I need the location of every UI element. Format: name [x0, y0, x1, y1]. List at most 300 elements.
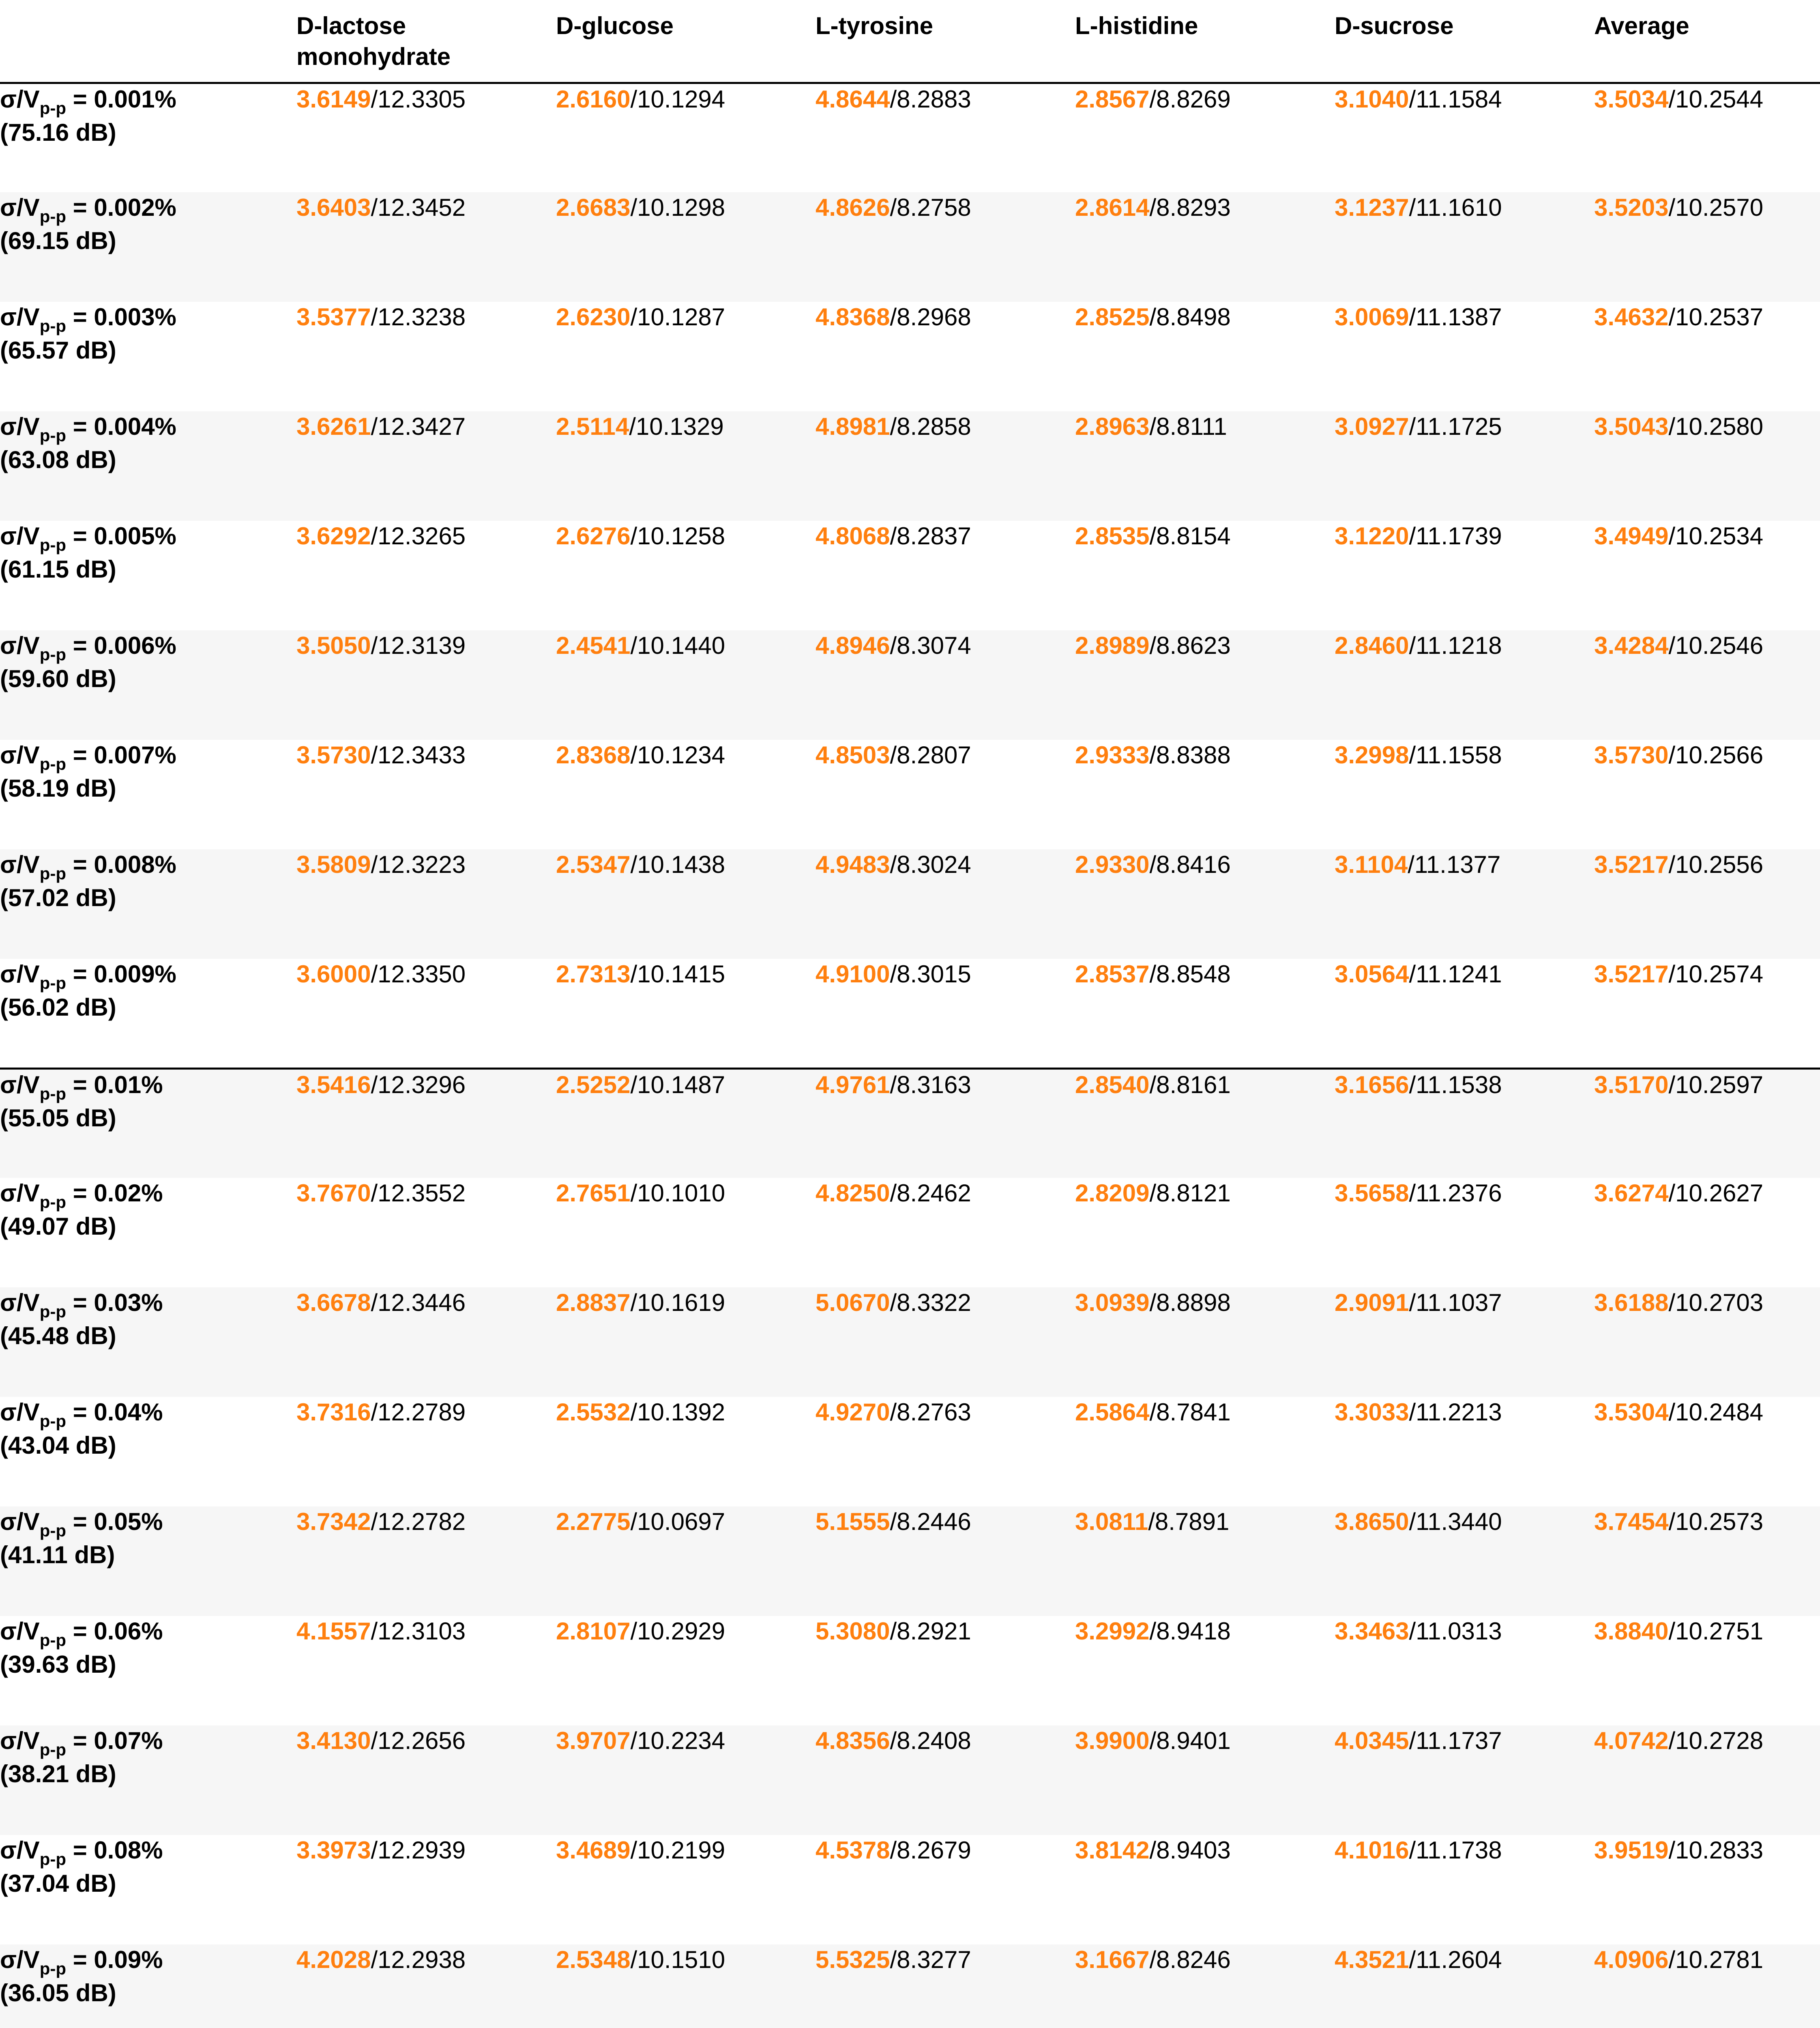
reference-value: /8.7891: [1148, 1508, 1230, 1535]
highlight-value: 2.8963: [1075, 413, 1150, 440]
table-row: [0, 959, 1820, 1068]
reference-value: /8.2446: [890, 1508, 971, 1535]
value-cell: [1335, 740, 1594, 849]
highlight-value: 2.8460: [1335, 632, 1409, 659]
highlight-value: 3.0811: [1075, 1508, 1148, 1535]
row-label-ratio: [0, 1399, 163, 1431]
reference-value: /8.8246: [1149, 1946, 1231, 1973]
highlight-value: 2.5114: [556, 413, 629, 440]
value-cell: [1335, 302, 1594, 411]
label-prefix: σ/V: [0, 1399, 40, 1426]
row-label-db: (55.05 dB): [0, 1104, 116, 1132]
reference-value: /8.2921: [890, 1618, 971, 1645]
highlight-value: 3.6292: [296, 522, 371, 550]
label-prefix: σ/V: [0, 1946, 40, 1973]
highlight-value: 2.5347: [556, 851, 631, 878]
highlight-value: 3.8650: [1335, 1508, 1409, 1535]
value-cell: [816, 1835, 1075, 1944]
reference-value: /11.2604: [1409, 1946, 1502, 1973]
table-row: [0, 1725, 1820, 1835]
row-label: [0, 1397, 296, 1506]
value-cell: [1594, 1616, 1820, 1725]
row-label: [0, 1835, 296, 1944]
row-label-ratio: [0, 1071, 163, 1103]
label-prefix: σ/V: [0, 303, 40, 331]
row-label-ratio: [0, 1946, 163, 1978]
highlight-value: 3.7342: [296, 1508, 371, 1535]
highlight-value: 4.9100: [816, 960, 890, 988]
value-cell: [1335, 1506, 1594, 1616]
row-label: [0, 302, 296, 411]
highlight-value: 4.5378: [816, 1837, 890, 1864]
reference-value: /10.1010: [630, 1179, 725, 1207]
reference-value: /8.9418: [1149, 1618, 1231, 1645]
reference-value: /10.2484: [1668, 1399, 1764, 1426]
highlight-value: 3.5043: [1594, 413, 1669, 440]
value-cell: [1075, 1178, 1335, 1287]
highlight-value: 2.8368: [556, 741, 631, 769]
value-cell: [1075, 959, 1335, 1068]
reference-value: /11.1377: [1408, 851, 1501, 878]
row-label-db: (37.04 dB): [0, 1870, 116, 1897]
table-row: [0, 1287, 1820, 1397]
label-percent: = 0.08%: [66, 1837, 163, 1864]
label-percent: = 0.008%: [66, 851, 176, 878]
highlight-value: 3.7670: [296, 1179, 371, 1207]
reference-value: /8.2858: [890, 413, 971, 440]
reference-value: /10.0697: [630, 1508, 725, 1535]
value-cell: [1594, 1835, 1820, 1944]
label-prefix: σ/V: [0, 1071, 40, 1098]
reference-value: /10.2544: [1668, 85, 1764, 113]
highlight-value: 3.4689: [556, 1837, 631, 1864]
highlight-value: 3.2998: [1335, 741, 1409, 769]
row-label: [0, 1068, 296, 1178]
reference-value: /10.2728: [1668, 1727, 1764, 1754]
highlight-value: 3.0939: [1075, 1289, 1150, 1316]
reference-value: /8.8623: [1149, 632, 1231, 659]
value-cell: [1594, 849, 1820, 959]
reference-value: /10.1234: [630, 741, 725, 769]
highlight-value: 3.7454: [1594, 1508, 1669, 1535]
value-cell: [1075, 1835, 1335, 1944]
row-label-ratio: [0, 1837, 163, 1869]
value-cell: [296, 1506, 556, 1616]
reference-value: /12.3452: [371, 194, 466, 221]
label-subscript: p-p: [39, 645, 67, 664]
value-cell: [296, 1287, 556, 1397]
table-row: [0, 302, 1820, 411]
label-subscript: p-p: [39, 535, 67, 554]
reference-value: /8.2883: [890, 85, 971, 113]
label-percent: = 0.002%: [66, 194, 176, 221]
highlight-value: 3.5730: [296, 741, 371, 769]
reference-value: /11.1737: [1409, 1727, 1502, 1754]
highlight-value: 3.9519: [1594, 1837, 1669, 1864]
value-cell: [1335, 1616, 1594, 1725]
row-label-db: (43.04 dB): [0, 1432, 116, 1459]
highlight-value: 3.4632: [1594, 303, 1669, 331]
highlight-value: 3.4284: [1594, 632, 1669, 659]
reference-value: /8.8161: [1149, 1071, 1231, 1098]
reference-value: /10.2703: [1668, 1289, 1764, 1316]
highlight-value: 4.0345: [1335, 1727, 1409, 1754]
highlight-value: 3.5217: [1594, 960, 1669, 988]
reference-value: /10.1415: [630, 960, 725, 988]
reference-value: /11.1241: [1409, 960, 1502, 988]
highlight-value: 3.1040: [1335, 85, 1409, 113]
highlight-value: 5.5325: [816, 1946, 890, 1973]
highlight-value: 3.0927: [1335, 413, 1409, 440]
value-cell: [1335, 1835, 1594, 1944]
label-prefix: σ/V: [0, 522, 40, 550]
reference-value: /10.1619: [630, 1289, 725, 1316]
row-label: [0, 630, 296, 740]
value-cell: [1075, 1506, 1335, 1616]
row-label: [0, 1506, 296, 1616]
reference-value: /8.8154: [1149, 522, 1231, 550]
value-cell: [1335, 630, 1594, 740]
highlight-value: 3.6188: [1594, 1289, 1669, 1316]
row-label: [0, 1944, 296, 2028]
label-percent: = 0.02%: [66, 1179, 163, 1207]
highlight-value: 3.6678: [296, 1289, 371, 1316]
row-label: [0, 521, 296, 630]
reference-value: /8.3024: [890, 851, 971, 878]
highlight-value: 4.8644: [816, 85, 890, 113]
highlight-value: 2.7651: [556, 1179, 631, 1207]
highlight-value: 3.5730: [1594, 741, 1669, 769]
row-label-db: (57.02 dB): [0, 884, 116, 911]
reference-value: /10.1298: [630, 194, 725, 221]
reference-value: /8.2408: [890, 1727, 971, 1754]
value-cell: [816, 1725, 1075, 1835]
label-prefix: σ/V: [0, 632, 40, 659]
reference-value: /11.3440: [1409, 1508, 1502, 1535]
value-cell: [1335, 1178, 1594, 1287]
reference-value: /8.7841: [1149, 1399, 1231, 1426]
reference-value: /12.2782: [371, 1508, 466, 1535]
reference-value: /10.2627: [1668, 1179, 1764, 1207]
highlight-value: 3.6000: [296, 960, 371, 988]
highlight-value: 2.6683: [556, 194, 631, 221]
reference-value: /11.0313: [1409, 1618, 1502, 1645]
label-subscript: p-p: [39, 1740, 67, 1759]
reference-value: /12.3223: [371, 851, 466, 878]
highlight-value: 3.1667: [1075, 1946, 1150, 1973]
reference-value: /10.1294: [630, 85, 725, 113]
value-cell: [556, 192, 816, 302]
reference-value: /8.2763: [890, 1399, 971, 1426]
value-cell: [556, 1287, 816, 1397]
value-cell: [1594, 411, 1820, 521]
highlight-value: 4.0906: [1594, 1946, 1669, 1973]
value-cell: [816, 740, 1075, 849]
reference-value: /10.2566: [1668, 741, 1764, 769]
label-subscript: p-p: [39, 864, 67, 883]
highlight-value: 4.8250: [816, 1179, 890, 1207]
highlight-value: 3.8840: [1594, 1618, 1669, 1645]
value-cell: [1594, 740, 1820, 849]
highlight-value: 3.1220: [1335, 522, 1409, 550]
table-row: [0, 83, 1820, 192]
reference-value: /10.1438: [630, 851, 725, 878]
label-subscript: p-p: [39, 98, 67, 118]
reference-value: /8.8111: [1149, 413, 1227, 440]
value-cell: [556, 1725, 816, 1835]
row-label: [0, 192, 296, 302]
reference-value: /8.9401: [1149, 1727, 1231, 1754]
highlight-value: 4.8503: [816, 741, 890, 769]
row-label-db: (61.15 dB): [0, 556, 116, 583]
reference-value: /10.2546: [1668, 632, 1764, 659]
value-cell: [556, 1068, 816, 1178]
reference-value: /8.8416: [1149, 851, 1231, 878]
value-cell: [1335, 959, 1594, 1068]
highlight-value: 3.5170: [1594, 1071, 1669, 1098]
label-prefix: σ/V: [0, 194, 40, 221]
highlight-value: 3.5034: [1594, 85, 1669, 113]
reference-value: /8.3163: [890, 1071, 971, 1098]
value-cell: [1335, 1068, 1594, 1178]
label-subscript: p-p: [39, 1084, 67, 1103]
row-label-ratio: [0, 1618, 163, 1650]
reference-value: /11.1739: [1409, 522, 1502, 550]
highlight-value: 2.5252: [556, 1071, 631, 1098]
row-label-db: (59.60 dB): [0, 665, 116, 692]
table-row: [0, 1068, 1820, 1178]
row-label: [0, 1178, 296, 1287]
header-cell-blank: [0, 0, 296, 83]
label-subscript: p-p: [39, 1850, 67, 1869]
value-cell: [1594, 1506, 1820, 1616]
label-percent: = 0.06%: [66, 1618, 163, 1645]
row-label-ratio: [0, 413, 176, 445]
highlight-value: 2.8614: [1075, 194, 1150, 221]
reference-value: /10.1329: [629, 413, 724, 440]
highlight-value: 3.5377: [296, 303, 371, 331]
highlight-value: 2.8209: [1075, 1179, 1150, 1207]
value-cell: [556, 1178, 816, 1287]
row-label-db: (38.21 dB): [0, 1760, 116, 1787]
label-subscript: p-p: [39, 207, 67, 226]
value-cell: [1075, 849, 1335, 959]
value-cell: [296, 1178, 556, 1287]
reference-value: /8.9403: [1149, 1837, 1231, 1864]
value-cell: [296, 1944, 556, 2028]
value-cell: [1075, 83, 1335, 192]
value-cell: [556, 1616, 816, 1725]
value-cell: [296, 411, 556, 521]
reference-value: /8.8548: [1149, 960, 1231, 988]
value-cell: [556, 1835, 816, 1944]
reference-value: /12.2939: [371, 1837, 466, 1864]
label-prefix: σ/V: [0, 1618, 40, 1645]
highlight-value: 3.6149: [296, 85, 371, 113]
reference-value: /8.8898: [1149, 1289, 1231, 1316]
row-label-ratio: [0, 960, 176, 993]
label-percent: = 0.04%: [66, 1399, 163, 1426]
row-label-db: (45.48 dB): [0, 1322, 116, 1349]
label-prefix: σ/V: [0, 1179, 40, 1207]
reference-value: /11.1610: [1409, 194, 1502, 221]
table-row: [0, 521, 1820, 630]
highlight-value: 2.9330: [1075, 851, 1150, 878]
value-cell: [816, 849, 1075, 959]
value-cell: [1594, 1397, 1820, 1506]
value-cell: [1075, 1397, 1335, 1506]
header-average: Average: [1594, 12, 1689, 39]
table-row: [0, 192, 1820, 302]
value-cell: [1075, 1616, 1335, 1725]
highlight-value: 4.9270: [816, 1399, 890, 1426]
highlight-value: 2.5864: [1075, 1399, 1150, 1426]
reference-value: /8.8293: [1149, 194, 1231, 221]
highlight-value: 4.1557: [296, 1618, 371, 1645]
reference-value: /12.3446: [371, 1289, 466, 1316]
value-cell: [1075, 1725, 1335, 1835]
label-prefix: σ/V: [0, 1508, 40, 1535]
reference-value: /8.3074: [890, 632, 971, 659]
value-cell: [1594, 192, 1820, 302]
reference-value: /11.1558: [1409, 741, 1502, 769]
label-prefix: σ/V: [0, 413, 40, 440]
value-cell: [816, 630, 1075, 740]
label-subscript: p-p: [39, 1411, 67, 1431]
row-label-ratio: [0, 85, 176, 118]
value-cell: [1335, 521, 1594, 630]
value-cell: [1335, 1944, 1594, 2028]
reference-value: /10.2199: [630, 1837, 725, 1864]
value-cell: [1335, 83, 1594, 192]
highlight-value: 2.2775: [556, 1508, 631, 1535]
reference-value: /10.2570: [1668, 194, 1764, 221]
highlight-value: 3.6261: [296, 413, 371, 440]
value-cell: [556, 1944, 816, 2028]
reference-value: /8.8269: [1149, 85, 1231, 113]
header-d-glucose: D-glucose: [556, 12, 674, 39]
value-cell: [296, 83, 556, 192]
highlight-value: 4.0742: [1594, 1727, 1669, 1754]
value-cell: [816, 1287, 1075, 1397]
highlight-value: 3.6274: [1594, 1179, 1669, 1207]
label-percent: = 0.004%: [66, 413, 176, 440]
highlight-value: 2.8537: [1075, 960, 1150, 988]
highlight-value: 4.9483: [816, 851, 890, 878]
highlight-value: 3.6403: [296, 194, 371, 221]
label-subscript: p-p: [39, 1631, 67, 1650]
reference-value: /10.1440: [630, 632, 725, 659]
highlight-value: 4.2028: [296, 1946, 371, 1973]
row-label-db: (49.07 dB): [0, 1213, 116, 1240]
row-label-db: (75.16 dB): [0, 118, 116, 146]
value-cell: [816, 192, 1075, 302]
header-d-lactose: D-lactose monohydrate: [296, 12, 451, 70]
table-row: [0, 1944, 1820, 2028]
reference-value: /8.8388: [1149, 741, 1231, 769]
value-cell: [1594, 1287, 1820, 1397]
value-cell: [1335, 1725, 1594, 1835]
label-percent: = 0.009%: [66, 960, 176, 988]
reference-value: /10.2929: [630, 1618, 725, 1645]
value-cell: [1075, 1068, 1335, 1178]
row-label-ratio: [0, 851, 176, 883]
value-cell: [296, 959, 556, 1068]
value-cell: [816, 1068, 1075, 1178]
value-cell: [296, 740, 556, 849]
highlight-value: 2.8837: [556, 1289, 631, 1316]
value-cell: [1335, 192, 1594, 302]
row-label-db: (36.05 dB): [0, 1979, 116, 2007]
value-cell: [296, 1835, 556, 1944]
reference-value: /10.1287: [630, 303, 725, 331]
value-cell: [296, 521, 556, 630]
highlight-value: 2.6160: [556, 85, 631, 113]
label-percent: = 0.07%: [66, 1727, 163, 1754]
value-cell: [1075, 411, 1335, 521]
reference-value: /11.1725: [1409, 413, 1502, 440]
highlight-value: 4.8981: [816, 413, 890, 440]
reference-value: /10.2234: [630, 1727, 725, 1754]
header-d-sucrose: D-sucrose: [1335, 12, 1454, 39]
table-row: [0, 1506, 1820, 1616]
highlight-value: 2.4541: [556, 632, 631, 659]
value-cell: [296, 192, 556, 302]
reference-value: /10.1487: [630, 1071, 725, 1098]
label-prefix: σ/V: [0, 85, 40, 113]
highlight-value: 2.9333: [1075, 741, 1150, 769]
reference-value: /10.2573: [1668, 1508, 1764, 1535]
reference-value: /10.1258: [630, 522, 725, 550]
highlight-value: 3.5203: [1594, 194, 1669, 221]
highlight-value: 3.7316: [296, 1399, 371, 1426]
reference-value: /10.2580: [1668, 413, 1764, 440]
label-percent: = 0.09%: [66, 1946, 163, 1973]
reference-value: /12.2656: [371, 1727, 466, 1754]
reference-value: /12.3552: [371, 1179, 466, 1207]
label-subscript: p-p: [39, 316, 67, 335]
value-cell: [556, 630, 816, 740]
highlight-value: 2.9091: [1335, 1289, 1409, 1316]
reference-value: /12.3350: [371, 960, 466, 988]
highlight-value: 5.0670: [816, 1289, 890, 1316]
label-percent: = 0.05%: [66, 1508, 163, 1535]
highlight-value: 3.9900: [1075, 1727, 1150, 1754]
value-cell: [296, 1725, 556, 1835]
row-label: [0, 1616, 296, 1725]
table-row: [0, 1397, 1820, 1506]
value-cell: [1075, 192, 1335, 302]
value-cell: [1594, 1725, 1820, 1835]
label-percent: = 0.006%: [66, 632, 176, 659]
table-row: [0, 1616, 1820, 1725]
value-cell: [556, 83, 816, 192]
highlight-value: 3.3973: [296, 1837, 371, 1864]
row-label: [0, 1287, 296, 1397]
highlight-value: 2.5348: [556, 1946, 631, 1973]
reference-value: /10.2781: [1668, 1946, 1764, 1973]
value-cell: [1594, 1944, 1820, 2028]
value-cell: [816, 411, 1075, 521]
table-body: [0, 83, 1820, 2028]
row-label-db: (56.02 dB): [0, 994, 116, 1021]
highlight-value: 2.8540: [1075, 1071, 1150, 1098]
value-cell: [296, 1397, 556, 1506]
row-label: [0, 1725, 296, 1835]
highlight-value: 4.9761: [816, 1071, 890, 1098]
reference-value: /11.1538: [1409, 1071, 1502, 1098]
reference-value: /8.3015: [890, 960, 971, 988]
